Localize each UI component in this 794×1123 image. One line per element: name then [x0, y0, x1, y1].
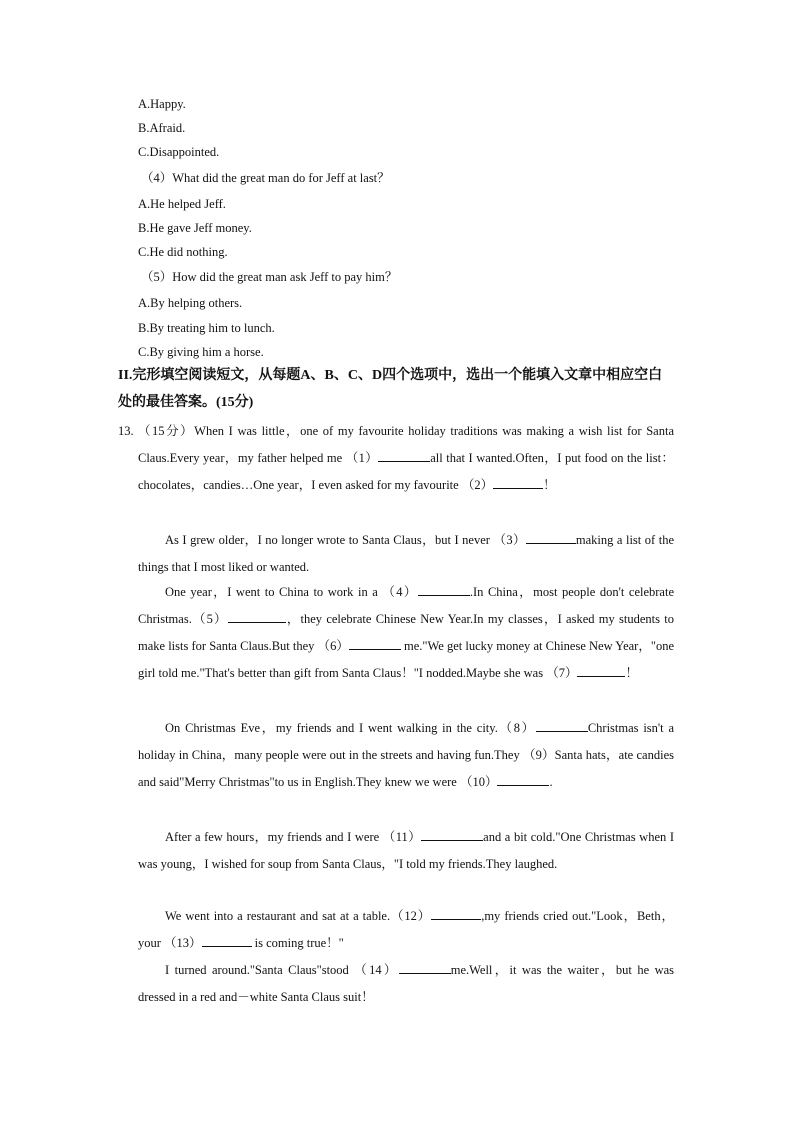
blank-6 [349, 637, 401, 650]
section-heading-line1: II.完形填空阅读短文，从每题A、B、C、D四个选项中，选出一个能填入文章中相应空白 [118, 368, 663, 383]
paragraph-text: ，they celebrate Chinese New Year.In my classes，I asked my students to make lists for Santa Claus.But they （6） [138, 612, 675, 653]
paragraph-text: ！ [543, 478, 556, 492]
blank-3 [526, 531, 576, 544]
paragraph-text: is coming true！" [251, 936, 344, 950]
blank-14 [399, 961, 451, 974]
q5-option-a: A.By helping others. [138, 296, 243, 310]
passage-paragraph-3 [138, 579, 674, 687]
q3-option-b: B.Afraid. [138, 121, 186, 135]
paragraph-text: me."We get lucky money at Chinese New Year，"one girl told me."That's better than gift from Santa Claus！"I nodded.Maybe she was （7） [138, 639, 674, 680]
q4-stem: （4）What did the great man do for Jeff at last？ [141, 171, 390, 185]
passage-paragraph-1 [138, 418, 674, 499]
blank-10 [497, 773, 549, 786]
blank-8 [536, 719, 588, 732]
q5-option-b: B.By treating him to lunch. [138, 321, 275, 335]
blank-13 [202, 934, 252, 947]
paragraph-text: On Christmas Eve，my friends and I went walking in the city.（8） [165, 721, 536, 735]
paragraph-text: After a few hours，my friends and I were （11） [165, 830, 422, 844]
q5-stem: （5）How did the great man ask Jeff to pay him？ [141, 270, 398, 284]
q3-option-c: C.Disappointed. [138, 145, 220, 159]
q5-option-c: C.By giving him a horse. [138, 345, 264, 359]
paragraph-text: Christmas isn't a holiday in China，many people were out in the streets and having fun.They （9）Santa hats，ate candies and said"Merry Christmas"to us in English.They knew we were （10） [138, 721, 674, 789]
paragraph-text: and a bit cold."One Christmas when I was young，I wished for soup from Santa Claus，"I told my friends.They laughed. [138, 830, 674, 871]
paragraph-text: .In China，most people don't celebrate Christmas.（5） [138, 585, 674, 626]
paragraph-text: （15分）When I was little，one of my favourite holiday traditions was making a wish list for Santa Claus.Every year，my father helped me （1） [138, 424, 674, 465]
paragraph-text: . [549, 775, 553, 789]
paragraph-text: One year，I went to China to work in a （4） [165, 585, 418, 599]
q3-option-a: A.Happy. [138, 97, 186, 111]
passage-paragraph-5 [138, 824, 674, 878]
blank-5 [228, 610, 286, 623]
paragraph-text: all that I wanted.Often，I put food on the list：chocolates，candies…One year，I even asked for my favourite （2） [138, 451, 674, 492]
question-number: 13. [118, 424, 134, 438]
passage-paragraph-6 [138, 903, 674, 957]
blank-2 [493, 476, 543, 489]
blank-4 [418, 583, 470, 596]
paragraph-text: ,my friends cried out."Look，Beth，your （13） [138, 909, 674, 950]
blank-7 [577, 664, 625, 677]
q4-option-b: B.He gave Jeff money. [138, 221, 252, 235]
q4-option-c: C.He did nothing. [138, 245, 228, 259]
passage-paragraph-7 [138, 957, 674, 1011]
blank-12 [431, 907, 481, 920]
paragraph-text: As I grew older，I no longer wrote to Santa Claus，but I never （3） [165, 533, 526, 547]
paragraph-text: We went into a restaurant and sat at a table.（12） [165, 909, 432, 923]
q4-option-a: A.He helped Jeff. [138, 197, 226, 211]
passage-paragraph-2 [138, 527, 674, 581]
blank-11 [421, 828, 483, 841]
paragraph-text: me.Well，it was the waiter，but he was dressed in a red and－white Santa Claus suit！ [138, 963, 675, 1004]
passage-paragraph-4 [138, 715, 674, 796]
paragraph-text: I turned around."Santa Claus"stood （14） [165, 963, 399, 977]
section-heading-line2: 处的最佳答案。(15分) [118, 395, 254, 410]
paragraph-text: ！ [625, 666, 638, 680]
blank-1 [378, 449, 430, 462]
paragraph-text: making a list of the things that I most liked or wanted. [138, 533, 674, 574]
